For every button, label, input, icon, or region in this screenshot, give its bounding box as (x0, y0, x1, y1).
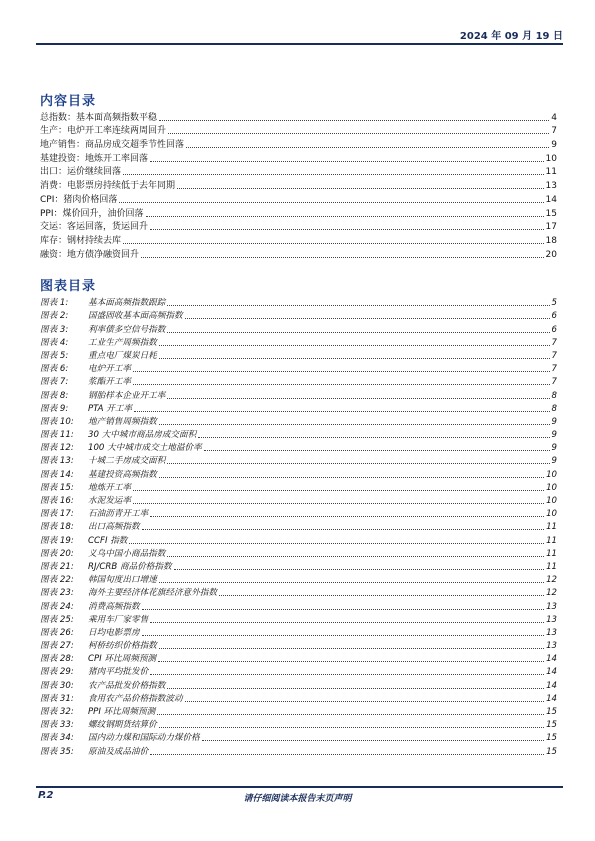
dot-leader (133, 503, 544, 504)
figure-item-page: 10 (546, 469, 557, 480)
figure-item-page: 14 (546, 680, 557, 691)
dot-leader (167, 463, 549, 464)
figure-item-label: 图表 25: (40, 614, 74, 625)
figure-item-page: 12 (546, 575, 557, 586)
contents-item[interactable] (40, 151, 557, 165)
figure-item-page: 11 (546, 522, 557, 533)
figure-item-label: 图表 29: (40, 667, 74, 678)
figure-item-text[interactable]: PPI 环比周频预测 (88, 707, 156, 717)
figure-item-label: 图表 13: (40, 456, 74, 467)
figure-item[interactable] (40, 692, 557, 705)
figure-item-label: 图表 20: (40, 548, 74, 559)
dot-leader (185, 701, 545, 702)
figure-item-page: 7 (551, 350, 557, 361)
figure-item[interactable] (40, 349, 557, 362)
figure-item[interactable] (40, 586, 557, 599)
contents-item-page: 9 (551, 140, 557, 151)
dot-leader (119, 202, 543, 203)
dot-leader (123, 174, 544, 175)
figure-item-label: 图表 23: (40, 588, 74, 599)
figure-item[interactable] (40, 665, 557, 678)
figure-item-page: 11 (546, 535, 557, 546)
contents-item-text[interactable]: PPI：煤价回升，油价回落 (40, 208, 144, 219)
dot-leader (159, 582, 544, 583)
dot-leader (159, 120, 549, 121)
dot-leader (186, 147, 549, 148)
figure-item-page: 6 (551, 311, 557, 322)
figure-item-page: 6 (551, 324, 557, 335)
dot-leader (133, 490, 544, 491)
figure-item-page: 12 (546, 588, 557, 599)
figure-item-label: 图表 11: (40, 430, 74, 441)
figure-item-label: 图表 7: (40, 377, 69, 388)
dot-leader (142, 609, 544, 610)
figure-item-page: 7 (551, 364, 557, 375)
figure-item[interactable] (40, 441, 557, 454)
contents-item[interactable] (40, 137, 557, 151)
figure-item[interactable] (40, 652, 557, 665)
figure-item-label: 图表 32: (40, 707, 74, 717)
figure-item[interactable] (40, 678, 557, 691)
figure-item[interactable] (40, 362, 557, 375)
contents-item[interactable] (40, 247, 557, 261)
dot-leader (123, 243, 544, 244)
figure-item-label: 图表 19: (40, 535, 74, 546)
figure-item-label: 图表 31: (40, 693, 74, 704)
dot-leader (167, 688, 544, 689)
contents-item[interactable] (40, 206, 557, 220)
dot-leader (167, 398, 549, 399)
figure-item-label: 图表 6: (40, 364, 69, 375)
figure-item-text[interactable]: 韩国旬度出口增速 (88, 575, 157, 586)
dot-leader (142, 635, 544, 636)
figure-item-text[interactable]: RJ/CRB 商品价格指数 (88, 561, 172, 572)
contents-item-page: 10 (545, 153, 557, 164)
figure-item-page: 13 (546, 627, 557, 638)
figure-item-text[interactable]: 基建投资高频指数 (88, 469, 157, 480)
figure-item-text[interactable]: 猪肉平均批发价 (88, 667, 149, 678)
contents-item-text[interactable]: 地产销售：商品房成交超季节性回落 (40, 140, 185, 151)
figure-item-page: 8 (551, 403, 557, 414)
figure-item-label: 图表 16: (40, 496, 74, 506)
figure-item[interactable] (40, 428, 557, 441)
figure-item-text[interactable]: 工业生产周频指数 (88, 337, 157, 348)
dot-leader (134, 411, 549, 412)
figure-item-page: 15 (546, 746, 557, 757)
contents-item[interactable] (40, 110, 557, 124)
figure-item-page: 9 (551, 416, 557, 427)
figure-item-page: 13 (546, 614, 557, 625)
dot-leader (167, 332, 549, 333)
dot-leader (150, 516, 544, 517)
figure-item-page: 9 (551, 430, 557, 441)
figure-item-text[interactable]: 螺纹钢期货结算价 (88, 720, 157, 731)
figure-item-page: 10 (546, 509, 557, 520)
figure-item-text[interactable]: 重点电厂煤炭日耗 (88, 350, 157, 361)
figure-item[interactable] (40, 507, 557, 520)
figure-item-label: 图表 2: (40, 311, 69, 322)
figure-item[interactable] (40, 454, 557, 467)
contents-item[interactable] (40, 165, 557, 179)
figure-item-page: 13 (546, 601, 557, 612)
figure-item[interactable] (40, 520, 557, 533)
figures-list (40, 296, 557, 758)
figure-item-text[interactable]: 消费高频指数 (88, 601, 140, 612)
figure-item-text[interactable]: 水泥发运率 (88, 496, 131, 506)
figure-item[interactable] (40, 639, 557, 652)
contents-item-page: 15 (545, 208, 557, 219)
figure-item-text[interactable]: 日均电影票房 (88, 627, 140, 638)
figure-item[interactable] (40, 388, 557, 401)
figures-title: 图表目录 (40, 279, 97, 294)
contents-item-text[interactable]: 基建投资：地炼开工率回落 (40, 153, 149, 164)
dot-leader (158, 661, 544, 662)
figure-item-text[interactable]: 乘用车厂家零售 (88, 614, 149, 625)
dot-leader (157, 714, 544, 715)
contents-item[interactable] (40, 124, 557, 138)
figure-item-page: 14 (546, 667, 557, 678)
figure-item[interactable] (40, 533, 557, 546)
figure-item-label: 图表 8: (40, 390, 69, 401)
figure-item-page: 9 (551, 443, 557, 454)
figure-item-text[interactable]: 浆酯开工率 (88, 377, 131, 388)
figure-item-page: 10 (546, 496, 557, 506)
figure-item[interactable] (40, 494, 557, 507)
figure-item-text[interactable]: CCFI 指数 (88, 535, 128, 546)
dot-leader (204, 450, 550, 451)
figure-item[interactable] (40, 560, 557, 573)
figure-item-text[interactable]: 钢胎样本企业开工率 (88, 390, 166, 401)
dot-leader (167, 305, 549, 306)
figure-item[interactable] (40, 415, 557, 428)
contents-item-page: 20 (545, 249, 557, 260)
figure-item-text[interactable]: 地炼开工率 (88, 482, 131, 493)
dot-leader (174, 569, 544, 570)
figure-item-text[interactable]: 利率债多空信号指数 (88, 324, 166, 335)
figure-item-text[interactable]: 农产品批发价格指数 (88, 680, 166, 691)
figure-item-page: 13 (546, 641, 557, 652)
figure-item-page: 8 (551, 390, 557, 401)
figure-item-text[interactable]: 柯桥纺织价格指数 (88, 641, 157, 652)
figure-item-text[interactable]: 海外主要经济体花旗经济意外指数 (88, 588, 217, 599)
figure-item-text[interactable]: 国盛固收基本面高频指数 (88, 311, 183, 322)
dot-leader (141, 257, 544, 258)
figure-item[interactable] (40, 467, 557, 480)
footer-divider (36, 786, 563, 788)
contents-item-page: 14 (545, 194, 557, 205)
figure-item-label: 图表 24: (40, 601, 74, 612)
figure-item[interactable] (40, 613, 557, 626)
figure-item-label: 图表 26: (40, 627, 74, 638)
dot-leader (159, 424, 550, 425)
figure-item-label: 图表 30: (40, 680, 74, 691)
figure-item-label: 图表 14: (40, 469, 74, 480)
dot-leader (150, 622, 544, 623)
dot-leader (159, 358, 550, 359)
figure-item-text[interactable]: CPI 环比周频预测 (88, 654, 157, 665)
figure-item-label: 图表 12: (40, 443, 74, 454)
figure-item[interactable] (40, 718, 557, 731)
figure-item-text[interactable]: 地产销售周频指数 (88, 416, 157, 427)
figure-item-page: 15 (546, 707, 557, 717)
dot-leader (185, 318, 550, 319)
contents-title: 内容目录 (40, 94, 97, 109)
dot-leader (159, 345, 550, 346)
figure-item-text[interactable]: 食用农产品价格指数波动 (88, 693, 183, 704)
figure-item-label: 图表 10: (40, 416, 74, 427)
figure-item[interactable] (40, 626, 557, 639)
figure-item-page: 7 (551, 377, 557, 388)
figure-item[interactable] (40, 731, 557, 744)
figure-item-text[interactable]: 基本面高频指数跟踪 (88, 298, 166, 309)
figure-item[interactable] (40, 573, 557, 586)
figure-item-label: 图表 35: (40, 746, 74, 757)
header-divider (36, 43, 563, 45)
dot-leader (219, 595, 544, 596)
dot-leader (150, 754, 544, 755)
figure-item[interactable] (40, 375, 557, 388)
figure-item-label: 图表 1: (40, 298, 69, 309)
dot-leader (168, 133, 549, 134)
contents-item-text[interactable]: 消费：电影票房持续低于去年同期 (40, 181, 176, 192)
figure-item-text[interactable]: 出口高频指数 (88, 522, 140, 533)
contents-item-page: 13 (545, 181, 557, 192)
contents-item[interactable] (40, 220, 557, 234)
dot-leader (159, 477, 544, 478)
contents-item-page: 11 (545, 167, 557, 178)
figure-item[interactable] (40, 481, 557, 494)
figure-item-text[interactable]: 30 大中城市商品房成交面积 (88, 430, 197, 441)
figure-item-label: 图表 22: (40, 575, 74, 586)
figure-item-text[interactable]: 国内动力煤和国际动力煤价格 (88, 733, 200, 744)
dot-leader (177, 188, 544, 189)
dot-leader (159, 648, 544, 649)
figure-item-page: 14 (546, 693, 557, 704)
figure-item-label: 图表 21: (40, 561, 74, 572)
contents-item-text[interactable]: 出口：运价继续回落 (40, 167, 122, 178)
dot-leader (202, 740, 544, 741)
dot-leader (133, 371, 550, 372)
report-date: 2024 年 09 月 19 日 (459, 31, 563, 42)
dot-leader (150, 674, 544, 675)
figure-item-page: 11 (546, 548, 557, 559)
figure-item-text[interactable]: 原油及成品油价 (88, 746, 149, 757)
dot-leader (133, 384, 550, 385)
contents-list (40, 110, 557, 261)
figure-item[interactable] (40, 402, 557, 415)
figure-item-label: 图表 3: (40, 324, 69, 335)
page-number: P.2 (38, 790, 54, 801)
figure-item[interactable] (40, 309, 557, 322)
contents-item[interactable] (40, 192, 557, 206)
dot-leader (142, 529, 544, 530)
figure-item-label: 图表 28: (40, 654, 74, 665)
dot-leader (150, 161, 544, 162)
dot-leader (129, 543, 544, 544)
contents-item[interactable] (40, 233, 557, 247)
contents-item-page: 17 (545, 222, 557, 233)
figure-item-label: 图表 34: (40, 733, 74, 744)
dot-leader (150, 229, 544, 230)
figure-item[interactable] (40, 296, 557, 309)
figure-item-label: 图表 27: (40, 641, 74, 652)
figure-item[interactable] (40, 705, 557, 718)
figure-item-label: 图表 5: (40, 350, 69, 361)
contents-item-page: 18 (545, 235, 557, 246)
contents-item-text[interactable]: 库存：钢材持续去库 (40, 235, 122, 246)
figure-item-text[interactable]: PTA 开工率 (88, 403, 133, 414)
figure-item-label: 图表 15: (40, 482, 74, 493)
figure-item-page: 15 (546, 733, 557, 744)
contents-item-text[interactable]: 总指数：基本面高频指数平稳 (40, 112, 158, 123)
figure-item-page: 5 (551, 298, 557, 309)
figure-item-text[interactable]: 电炉开工率 (88, 364, 131, 375)
dot-leader (167, 556, 544, 557)
figure-item[interactable] (40, 336, 557, 349)
figure-item[interactable] (40, 599, 557, 612)
dot-leader (198, 437, 549, 438)
contents-item-text[interactable]: 融资：地方债净融资回升 (40, 249, 140, 260)
figure-item-text[interactable]: 十城二手房成交面积 (88, 456, 166, 467)
dot-leader (159, 727, 544, 728)
figure-item[interactable] (40, 744, 557, 757)
figure-item-page: 10 (546, 482, 557, 493)
figure-item-page: 15 (546, 720, 557, 731)
contents-item-text[interactable]: 生产：电炉开工率连续两周回升 (40, 126, 167, 137)
contents-item-text[interactable]: 交运：客运回落，货运回升 (40, 222, 149, 233)
figure-item-label: 图表 18: (40, 522, 74, 533)
contents-item[interactable] (40, 178, 557, 192)
contents-item-page: 7 (551, 126, 557, 137)
contents-item-page: 4 (551, 112, 557, 123)
figure-item-page: 7 (551, 337, 557, 348)
figure-item-page: 11 (546, 561, 557, 572)
figure-item-text[interactable]: 石油沥青开工率 (88, 509, 149, 520)
figure-item-label: 图表 17: (40, 509, 74, 520)
contents-item-text[interactable]: CPI：猪肉价格回落 (40, 194, 118, 205)
disclaimer-note: 请仔细阅读本报告末页声明 (243, 794, 352, 804)
figure-item[interactable] (40, 547, 557, 560)
figure-item-page: 9 (551, 456, 557, 467)
figure-item-label: 图表 9: (40, 403, 69, 414)
figure-item-label: 图表 33: (40, 720, 74, 731)
figure-item[interactable] (40, 322, 557, 335)
figure-item-page: 14 (546, 654, 557, 665)
dot-leader (146, 216, 544, 217)
figure-item-label: 图表 4: (40, 337, 69, 348)
figure-item-text[interactable]: 义乌中国小商品指数 (88, 548, 166, 559)
figure-item-text[interactable]: 100 大中城市成交土地溢价率 (88, 443, 202, 454)
